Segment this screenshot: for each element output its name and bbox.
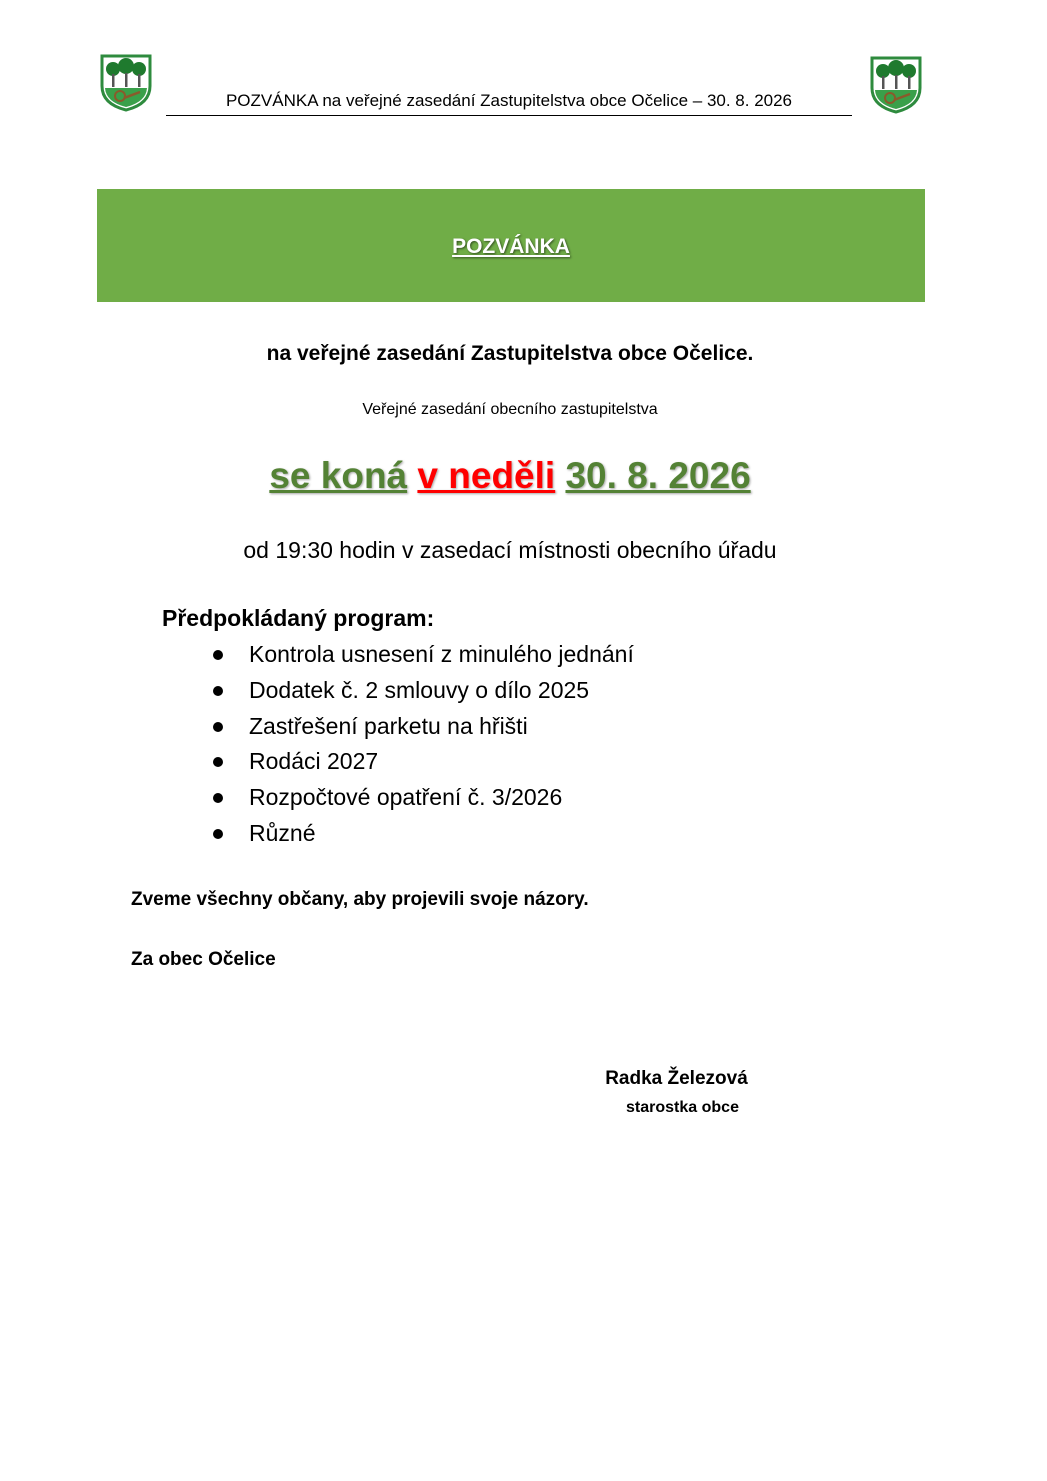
meeting-time-place: od 19:30 hodin v zasedací místnosti obecního úřadu — [243, 537, 777, 563]
invitation-note: Zveme všechny občany, aby projevili svoje názory. — [131, 889, 589, 910]
program-item-text: Rodáci 2027 — [249, 748, 379, 775]
village-crest-icon — [100, 54, 152, 112]
bullet-icon — [213, 686, 223, 696]
date-line-part-3: 30. 8. 2026 — [565, 455, 751, 496]
program-heading: Předpokládaný program: — [162, 605, 435, 631]
bullet-icon — [213, 650, 223, 660]
header-title: POZVÁNKA na veřejné zasedání Zastupitelstva obce Očelice – 30. 8. 2026 — [225, 91, 793, 110]
date-line-part-2: v neděli — [417, 455, 556, 496]
program-item-text: Kontrola usnesení z minulého jednání — [249, 641, 634, 667]
program-item-text: Různé — [249, 819, 316, 846]
date-line-part-1: se koná — [269, 455, 408, 496]
village-crest-icon — [870, 56, 922, 114]
bullet-icon — [213, 757, 223, 767]
signatory-title: starostka obce — [626, 1099, 739, 1116]
bullet-icon — [213, 829, 223, 839]
program-item-text: Dodatek č. 2 smlouvy o dílo 2025 — [249, 676, 590, 703]
subtitle: na veřejné zasedání Zastupitelstva obce Očelice. — [266, 342, 754, 365]
banner-title: POZVÁNKA — [452, 235, 570, 258]
bullet-icon — [213, 722, 223, 732]
meeting-description: Veřejné zasedání obecního zastupitelstva — [362, 401, 658, 418]
meeting-date-line — [0, 452, 1020, 500]
bullet-icon — [213, 793, 223, 803]
program-item-text: Zastřešení parketu na hřišti — [249, 712, 528, 739]
program-item-text: Rozpočtové opatření č. 3/2026 — [249, 784, 563, 811]
title-banner — [97, 189, 925, 302]
closing-line: Za obec Očelice — [131, 949, 276, 970]
header-divider — [166, 115, 852, 116]
signatory-name: Radka Železová — [605, 1068, 748, 1089]
